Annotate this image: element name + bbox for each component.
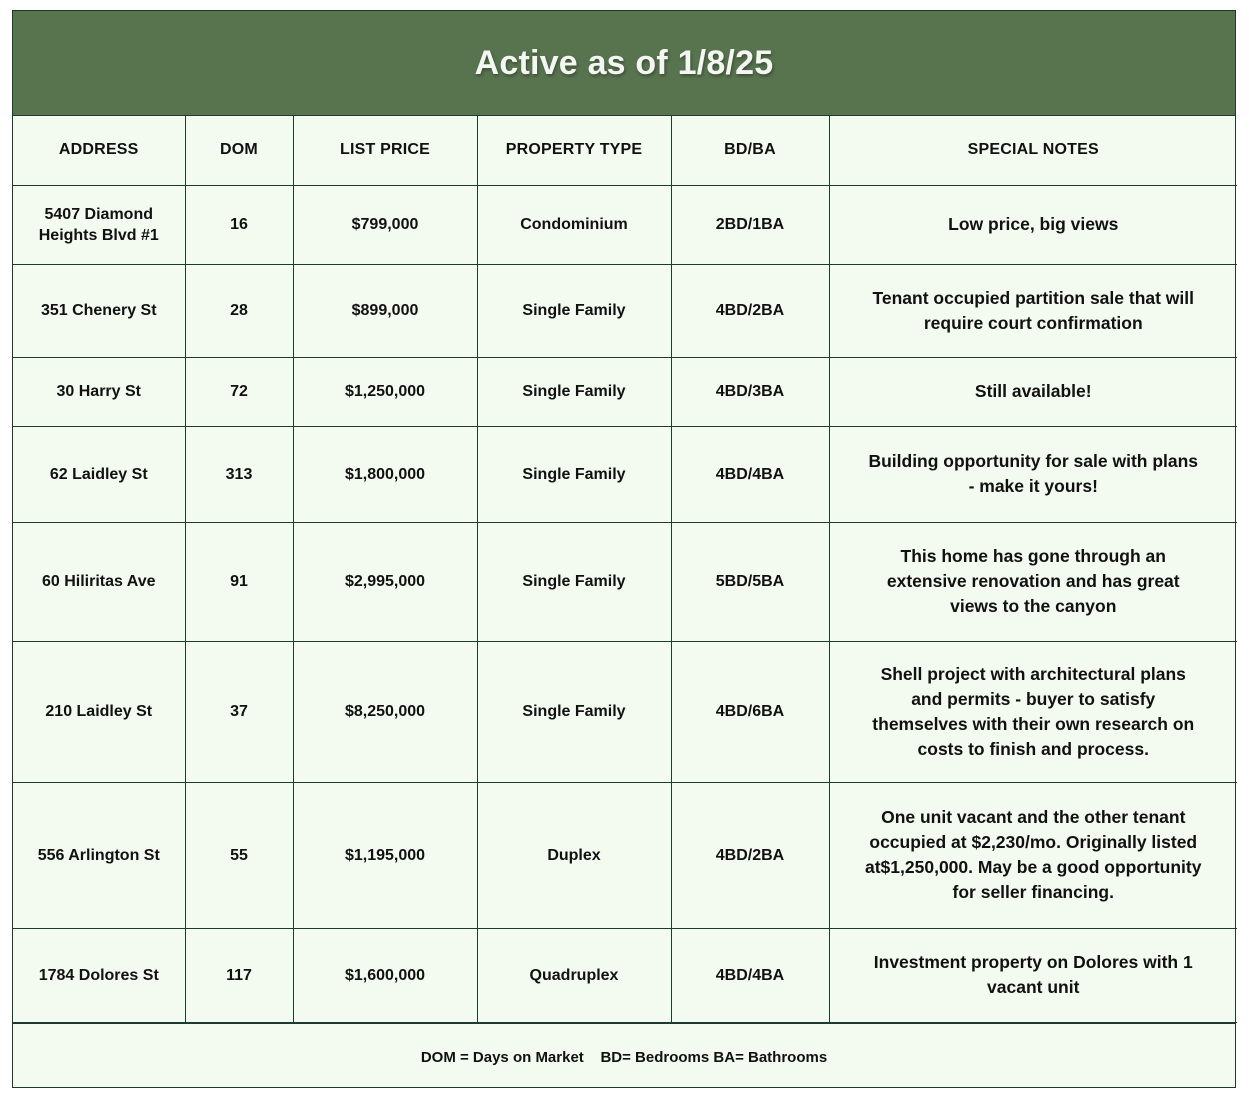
bd-ba-cell: 4BD/4BA — [671, 928, 829, 1022]
list-price-cell: $8,250,000 — [293, 641, 477, 782]
list-price-cell: $899,000 — [293, 264, 477, 357]
address-cell: 30 Harry St — [13, 357, 185, 426]
bd-ba-cell: 4BD/4BA — [671, 426, 829, 522]
dom-cell: 313 — [185, 426, 293, 522]
legend-text: DOM = Days on Market BD= Bedrooms BA= Bathrooms — [420, 1049, 828, 1066]
special-notes-cell — [829, 264, 1237, 357]
dom-cell: 91 — [185, 522, 293, 641]
special-notes-text: Tenant occupied partition sale that will require court confirmation — [872, 287, 1195, 333]
special-notes-text: Shell project with architectural plans and permits - buyer to satisfy themselves with their own research on costs to finish and process. — [872, 663, 1195, 759]
table-row — [13, 185, 1237, 264]
special-notes-cell — [829, 522, 1237, 641]
dom-cell: 37 — [185, 641, 293, 782]
column-header-special-notes: SPECIAL NOTES — [829, 116, 1237, 185]
property-type-cell: Single Family — [477, 426, 671, 522]
address-cell: 60 Hiliritas Ave — [13, 522, 185, 641]
special-notes-text: One unit vacant and the other tenant occupied at $2,230/mo. Originally listed at$1,250,000. May be a good opportunity for seller financing. — [865, 807, 1202, 902]
property-type-cell: Single Family — [477, 522, 671, 641]
table-row — [13, 641, 1237, 782]
bd-ba-cell: 5BD/5BA — [671, 522, 829, 641]
special-notes-text: Still available! — [974, 381, 1092, 401]
address-cell: 1784 Dolores St — [13, 928, 185, 1022]
list-price-cell: $1,250,000 — [293, 357, 477, 426]
special-notes-text: Low price, big views — [948, 214, 1119, 234]
column-header-dom: DOM — [185, 116, 293, 185]
table-row — [13, 522, 1237, 641]
list-price-cell: $2,995,000 — [293, 522, 477, 641]
address-cell: 210 Laidley St — [13, 641, 185, 782]
property-type-cell: Quadruplex — [477, 928, 671, 1022]
list-price-cell: $799,000 — [293, 185, 477, 264]
address-cell: 62 Laidley St — [13, 426, 185, 522]
page-title: Active as of 1/8/25 — [474, 43, 774, 82]
special-notes-text: Investment property on Dolores with 1 vacant unit — [873, 952, 1193, 997]
column-header-bd-ba: BD/BA — [671, 116, 829, 185]
bd-ba-cell: 4BD/3BA — [671, 357, 829, 426]
listings-sheet — [12, 10, 1236, 1088]
dom-cell: 117 — [185, 928, 293, 1022]
table-row — [13, 426, 1237, 522]
title-banner — [13, 11, 1235, 116]
property-type-cell: Condominium — [477, 185, 671, 264]
table-row — [13, 782, 1237, 928]
property-type-cell: Single Family — [477, 641, 671, 782]
table-row — [13, 928, 1237, 1022]
special-notes-text: Building opportunity for sale with plans - make it yours! — [868, 451, 1199, 496]
address-cell: 5407 Diamond Heights Blvd #1 — [13, 185, 185, 264]
property-type-cell: Duplex — [477, 782, 671, 928]
bd-ba-cell: 4BD/2BA — [671, 264, 829, 357]
special-notes-cell — [829, 928, 1237, 1022]
list-price-cell: $1,800,000 — [293, 426, 477, 522]
list-price-cell: $1,195,000 — [293, 782, 477, 928]
bd-ba-cell: 2BD/1BA — [671, 185, 829, 264]
address-cell: 351 Chenery St — [13, 264, 185, 357]
dom-cell: 28 — [185, 264, 293, 357]
table-row — [13, 264, 1237, 357]
legend-footer — [13, 1023, 1235, 1092]
address-cell: 556 Arlington St — [13, 782, 185, 928]
special-notes-cell — [829, 782, 1237, 928]
property-type-cell: Single Family — [477, 357, 671, 426]
column-header-address: ADDRESS — [13, 116, 185, 185]
listings-table — [13, 116, 1237, 1023]
special-notes-cell — [829, 641, 1237, 782]
special-notes-cell — [829, 357, 1237, 426]
special-notes-cell — [829, 426, 1237, 522]
dom-cell: 55 — [185, 782, 293, 928]
header-row — [13, 116, 1237, 185]
table-row — [13, 357, 1237, 426]
property-type-cell: Single Family — [477, 264, 671, 357]
bd-ba-cell: 4BD/6BA — [671, 641, 829, 782]
dom-cell: 72 — [185, 357, 293, 426]
special-notes-text: This home has gone through an extensive renovation and has great views to the canyon — [886, 546, 1180, 616]
bd-ba-cell: 4BD/2BA — [671, 782, 829, 928]
column-header-list-price: LIST PRICE — [293, 116, 477, 185]
special-notes-cell — [829, 185, 1237, 264]
column-header-property-type: PROPERTY TYPE — [477, 116, 671, 185]
list-price-cell: $1,600,000 — [293, 928, 477, 1022]
dom-cell: 16 — [185, 185, 293, 264]
